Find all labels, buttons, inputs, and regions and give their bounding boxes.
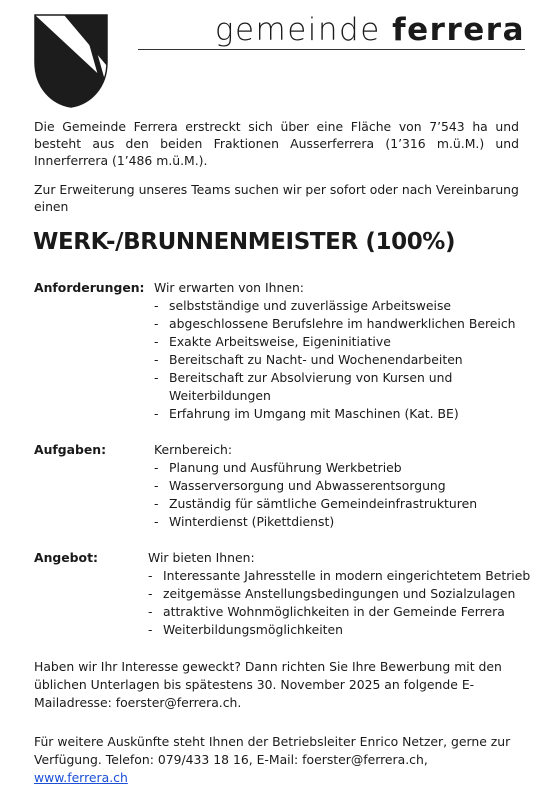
list-item: - selbstständige und zuverlässige Arbeitsweise (154, 297, 524, 315)
list-item: - Erfahrung im Umgang mit Maschinen (Kat. BE) (154, 405, 524, 423)
list-item: - Exakte Arbeitsweise, Eigeninitiative (154, 333, 524, 351)
header-divider (138, 49, 525, 50)
municipality-wordmark (215, 12, 525, 48)
brand-light: gemeinde (214, 12, 381, 48)
tasks-section (154, 441, 524, 531)
list-item: - Winterdienst (Pikettdienst) (154, 513, 524, 531)
list-item: - zeitgemässe Anstellungsbedingungen und Sozialzulagen (148, 585, 533, 603)
requirements-lead: Wir erwarten von Ihnen: (154, 280, 304, 295)
job-title: WERK-/BRUNNENMEISTER (100%) (33, 229, 456, 255)
crest-logo-icon (34, 14, 108, 108)
list-item: - Planung und Ausführung Werkbetrieb (154, 459, 524, 477)
list-item: - Wasserversorgung und Abwasserentsorgung (154, 477, 524, 495)
intro-paragraph: Die Gemeinde Ferrera erstreckt sich über eine Fläche von 7’543 ha und besteht aus den beiden Fraktionen Ausserferrera (1’316 m.ü.M.) und Innerferrera (1’486 m.ü.M.). (34, 119, 519, 168)
tasks-label: Aufgaben: (34, 442, 107, 457)
list-item: - Weiterbildungsmöglichkeiten (148, 621, 533, 639)
offer-label: Angebot: (34, 550, 98, 565)
list-item: - Interessante Jahresstelle in modern eingerichtetem Betrieb (148, 567, 533, 585)
list-item: - abgeschlossene Berufslehre im handwerklichen Bereich (154, 315, 524, 333)
requirements-list (154, 297, 524, 423)
list-item: - attraktive Wohnmöglichkeiten in der Gemeinde Ferrera (148, 603, 533, 621)
offer-section (148, 549, 533, 639)
requirements-section (154, 279, 524, 423)
offer-lead: Wir bieten Ihnen: (148, 550, 255, 565)
list-item: - Bereitschaft zu Nacht- und Wochenendarbeiten (154, 351, 524, 369)
tasks-lead: Kernbereich: (154, 442, 233, 457)
requirements-label: Anforderungen: (34, 280, 145, 295)
contact-paragraph (34, 733, 522, 787)
brand-bold: ferrera (392, 12, 525, 48)
website-link[interactable]: www.ferrera.ch (34, 770, 128, 785)
list-item: - Zuständig für sämtliche Gemeindeinfrastrukturen (154, 495, 524, 513)
list-item: - Bereitschaft zur Absolvierung von Kursen und Weiterbildungen (154, 369, 469, 405)
offer-list (148, 567, 533, 639)
application-paragraph: Haben wir Ihr Interesse geweckt? Dann richten Sie Ihre Bewerbung mit den üblichen Unterlagen bis spätestens 30. November 2025 an folgende E-Mailadresse: foerster@ferrera.ch. (34, 659, 502, 710)
contact-text: Für weitere Auskünfte steht Ihnen der Betriebsleiter Enrico Netzer, gerne zur Verfügung. Telefon: 079/433 18 16, E-Mail: foerster@ferrera.ch, (34, 734, 511, 767)
team-paragraph: Zur Erweiterung unseres Teams suchen wir per sofort oder nach Vereinbarung einen (34, 182, 519, 214)
tasks-list (154, 459, 524, 531)
